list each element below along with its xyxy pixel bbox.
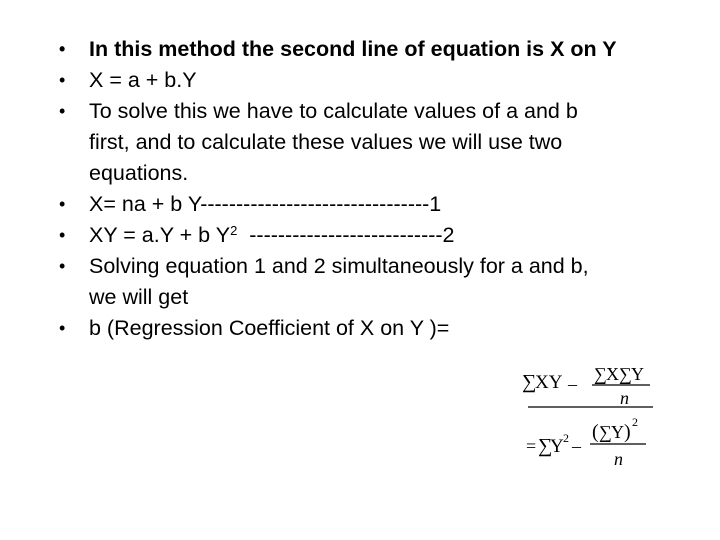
- open-paren: (: [592, 421, 599, 443]
- x-term: X: [606, 366, 619, 384]
- bullet-simultaneous: [52, 251, 702, 313]
- bullet-regression: [52, 313, 702, 344]
- bullet-text: b (Regression Coefficient of X on Y )=: [89, 316, 450, 340]
- bullet-dot-icon: •: [59, 194, 66, 214]
- bullet-line: first, and to calculate these values we will use two: [89, 130, 563, 154]
- bullet-equation-2: [52, 220, 702, 251]
- bullet-line: Solving equation 1 and 2 simultaneously for a and b,: [89, 254, 589, 278]
- bullet-dot-icon: •: [59, 256, 66, 276]
- y-term: Y: [550, 436, 564, 457]
- bullet-dot-icon: •: [59, 101, 66, 121]
- sum-sign: ∑: [594, 366, 607, 384]
- sum-sign: ∑: [619, 366, 632, 384]
- bullet-dot-icon: •: [59, 70, 66, 90]
- regression-formula: [522, 366, 662, 486]
- bullet-text-pre: XY = a.Y + b Y: [89, 223, 231, 247]
- bullet-equation-1: [52, 189, 702, 220]
- y-term: Y: [611, 422, 624, 442]
- exponent: 2: [563, 431, 569, 445]
- bullet-solve: [52, 96, 702, 189]
- sum-sign: ∑: [538, 435, 553, 457]
- bullet-text: X = a + b.Y: [89, 68, 197, 92]
- minus-sign: –: [568, 374, 577, 394]
- bullet-text: X= na + b Y--------------------------------1: [89, 192, 442, 216]
- bullet-text-post: ---------------------------2: [237, 223, 455, 247]
- superscript: 2: [230, 223, 238, 238]
- sum-sign: ∑: [522, 371, 537, 393]
- bullet-line: To solve this we have to calculate values of a and b: [89, 99, 578, 123]
- bullet-line: equations.: [89, 161, 189, 185]
- bullet-equation: [52, 65, 702, 96]
- bullet-text: In this method the second line of equation is X on Y: [89, 37, 617, 61]
- sum-sign: ∑: [599, 422, 612, 442]
- xy-term: XY: [535, 372, 563, 393]
- close-paren: ): [624, 421, 631, 443]
- bullet-method: [52, 34, 702, 65]
- exponent: 2: [632, 415, 638, 429]
- bullet-line: we will get: [89, 285, 189, 309]
- bullet-dot-icon: •: [59, 39, 66, 59]
- equals-sign: =: [526, 436, 537, 456]
- bullet-dot-icon: •: [59, 318, 66, 338]
- bullet-dot-icon: •: [59, 225, 66, 245]
- y-term: Y: [631, 366, 644, 384]
- minus-sign: –: [572, 436, 581, 456]
- n-term: n: [620, 388, 629, 408]
- bullet-list: [52, 34, 702, 344]
- n-term: n: [614, 449, 623, 469]
